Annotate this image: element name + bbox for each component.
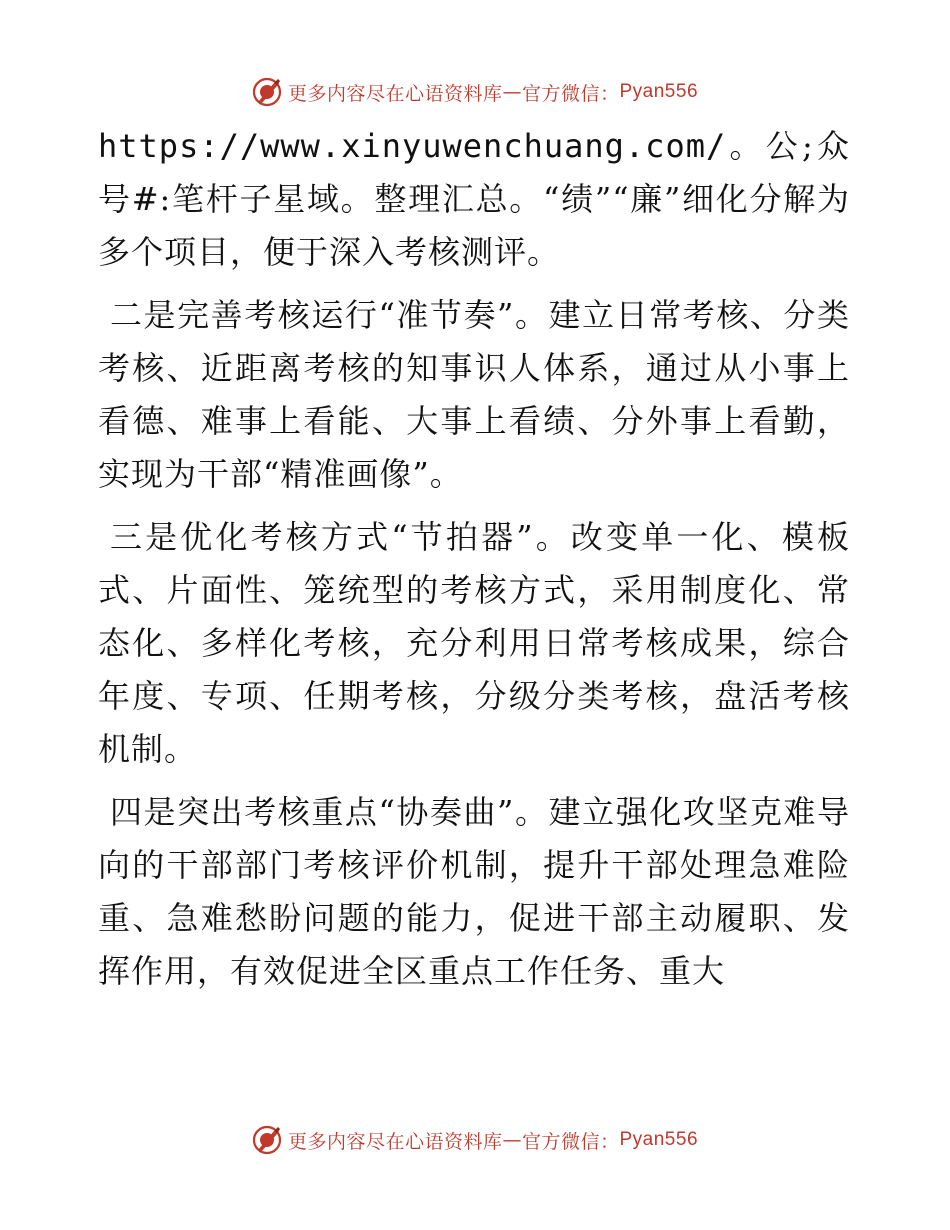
- paragraph-1: [98, 120, 850, 279]
- banner-dash: —: [502, 1129, 522, 1151]
- banner-text: 更多内容尽在心语资料库: [287, 82, 503, 105]
- header-watermark-banner: [0, 72, 950, 112]
- document-body: [98, 120, 850, 1008]
- banner-account: Pyan556: [619, 1129, 699, 1150]
- footer-watermark-banner: [0, 1120, 950, 1160]
- banner-account: Pyan556: [619, 81, 699, 102]
- paragraph-4: 四是突出考核重点“协奏曲”。建立强化攻坚克难导向的干部部门考核评价机制，提升干部处理急难险重、急难愁盼问题的能力，促进干部主动履职、发挥作用，有效促进全区重点工作任务、重大: [98, 793, 850, 990]
- banner-official-label: 官方微信：: [521, 1130, 620, 1153]
- pen-logo-icon: [252, 77, 282, 107]
- banner-text: 更多内容尽在心语资料库: [287, 1130, 503, 1153]
- source-url: https://www.xinyuwenchuang.com/: [98, 127, 727, 165]
- banner-dash: —: [502, 81, 522, 103]
- paragraph-3: 三是优化考核方式“节拍器”。改变单一化、模板式、片面性、笼统型的考核方式，采用制度化、常态化、多样化考核，充分利用日常考核成果，综合年度、专项、任期考核，分级分类考核，盘活考核机制。: [98, 518, 850, 768]
- pen-logo-icon: [252, 1125, 282, 1155]
- banner-official-label: 官方微信：: [521, 82, 620, 105]
- paragraph-2: 二是完善考核运行“准节奏”。建立日常考核、分类考核、近距离考核的知事识人体系，通过从小事上看德、难事上看能、大事上看绩、分外事上看勤，实现为干部“精准画像”。: [98, 296, 850, 493]
- paragraph-1-text: 。公;众号#:笔杆子星域。整理汇总。“绩”“廉”细化分解为多个项目，便于深入考核测评。: [98, 127, 850, 271]
